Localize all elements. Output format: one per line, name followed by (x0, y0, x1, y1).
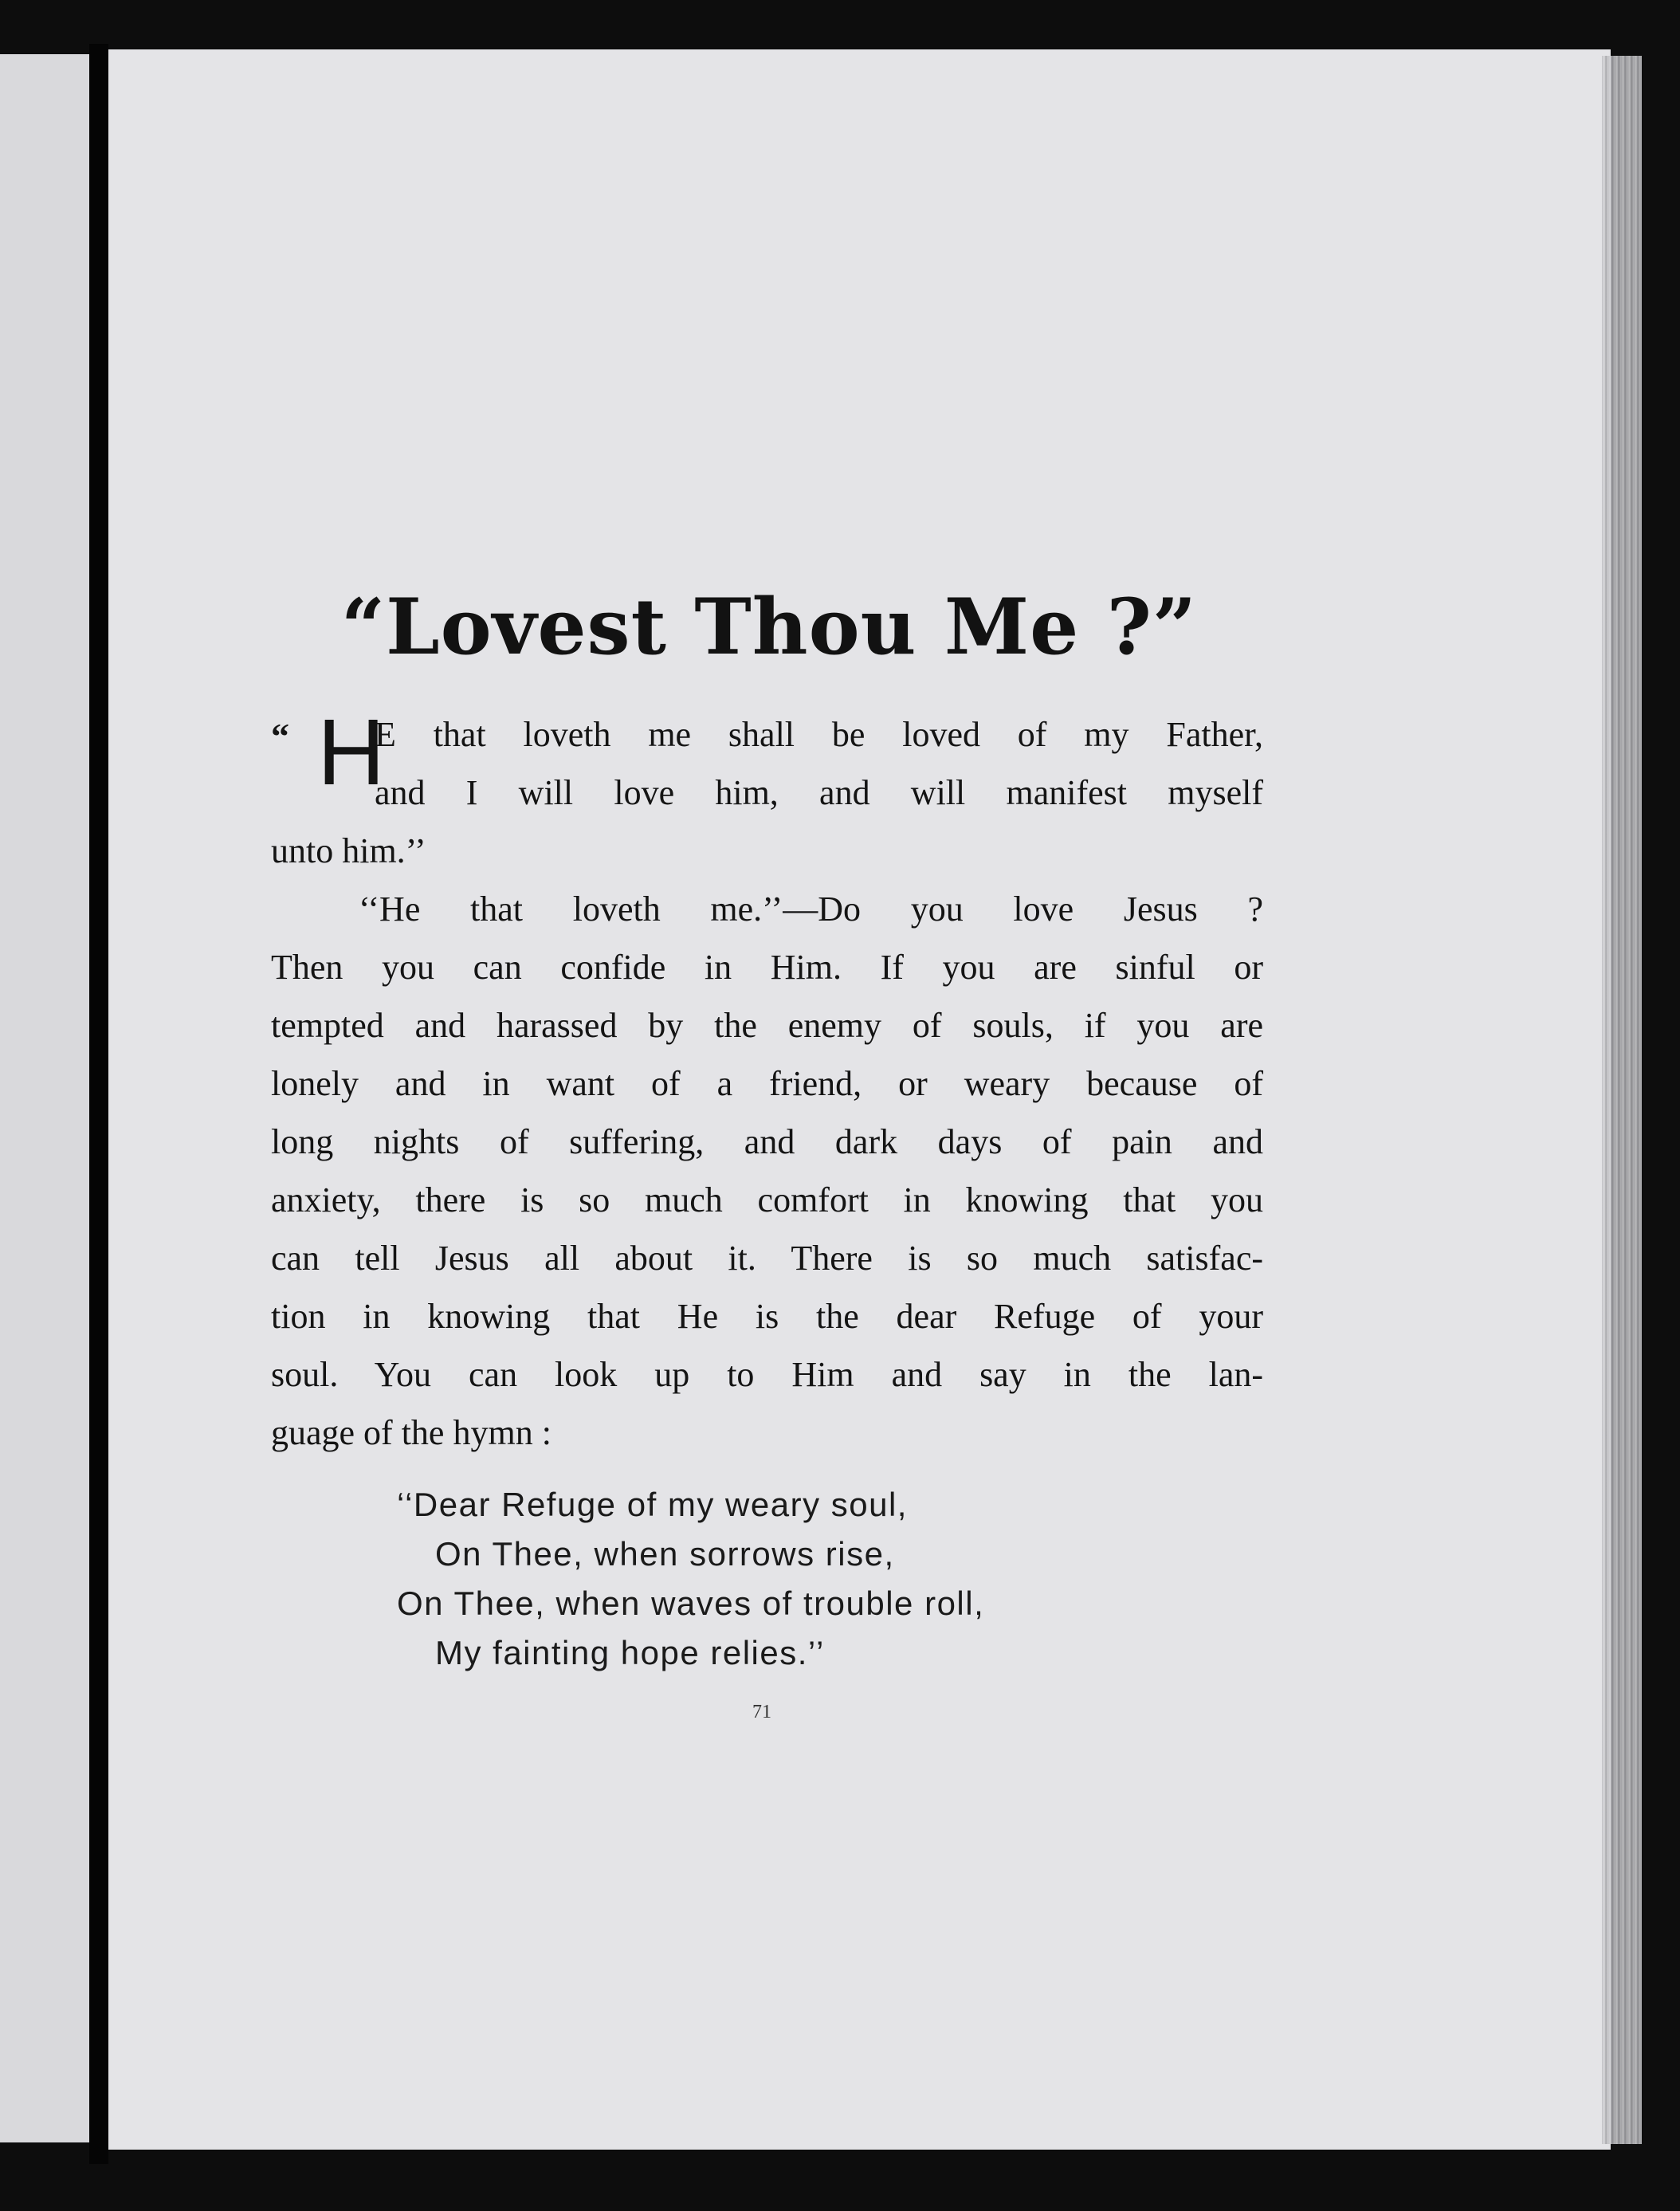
page-stack-edge (1602, 56, 1642, 2144)
book-gutter (89, 44, 108, 2164)
text-line: E that loveth me shall be loved of my Father, (375, 715, 1263, 754)
text-line: soul. You can look up to Him and say in the lan- (271, 1355, 1263, 1394)
text-line: Then you can confide in Him. If you are sinful or (271, 948, 1263, 987)
first-paragraph (271, 700, 1263, 880)
text-line: and I will love him, and will manifest myself (375, 773, 1263, 812)
hymn-line: My fainting hope relies.’’ (435, 1634, 825, 1671)
body-text (271, 700, 1263, 1462)
page-number: 71 (752, 1702, 771, 1722)
hymn-line: On Thee, when sorrows rise, (435, 1535, 895, 1573)
opening-quote: “ (271, 716, 289, 756)
text-line: anxiety, there is so much comfort in knowing that you (271, 1180, 1263, 1219)
text-line: lonely and in want of a friend, or weary because of (271, 1064, 1263, 1103)
text-line: long nights of suffering, and dark days of pain and (271, 1122, 1263, 1161)
drop-cap: H (317, 700, 386, 805)
hymn-line: On Thee, when waves of trouble roll, (397, 1585, 985, 1622)
chapter-title: “Lovest Thou Me ?” (340, 582, 1198, 672)
text-line: tempted and harassed by the enemy of souls, if you are (271, 1006, 1263, 1045)
second-paragraph (271, 880, 1263, 1462)
text-line: ‘‘He that loveth me.’’—Do you love Jesus ? (359, 890, 1263, 929)
text-line: tion in knowing that He is the dear Refuge of your (271, 1297, 1263, 1336)
facing-page-edge (0, 54, 89, 2142)
hymn-line: ‘‘Dear Refuge of my weary soul, (397, 1486, 908, 1523)
text-line: unto him.’’ (271, 831, 426, 870)
text-line: guage of the hymn : (271, 1413, 551, 1452)
text-line: can tell Jesus all about it. There is so much satisfac- (271, 1239, 1263, 1278)
hymn-quote (397, 1480, 984, 1678)
